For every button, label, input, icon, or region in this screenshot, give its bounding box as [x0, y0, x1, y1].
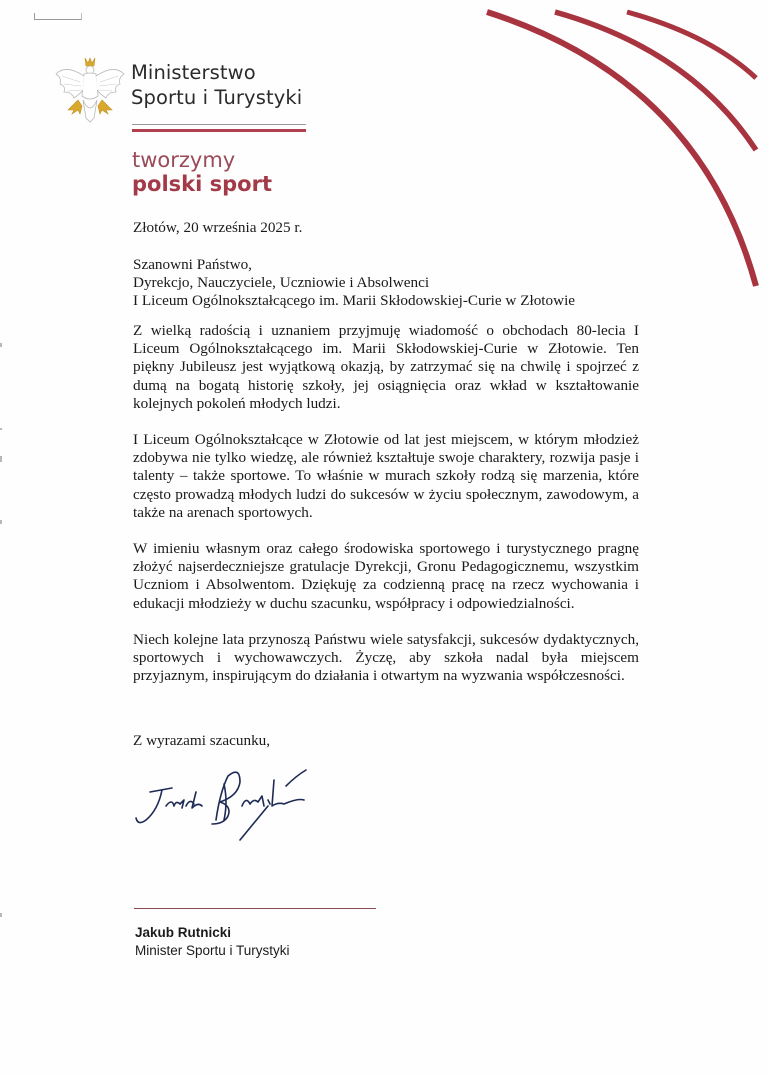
signer-block	[135, 924, 290, 960]
arc-middle	[555, 12, 756, 150]
salutation-line: I Liceum Ogólnokształcącego im. Marii Skłodowskiej-Curie w Złotowie	[133, 292, 576, 310]
body-paragraph: Z wielką radością i uznaniem przyjmuję wiadomość o obchodach 80-lecia I Liceum Ogólnokształcącego im. Marii Skłodowskiej-Curie w Złotowie. Ten piękny Jubileusz jest wyjątkową okazją, by zatrzymać się na chwilę i spojrzeć z dumą na bogatą historię szkoły, jej osiągnięcia oraz wkład w kształtowanie kolejnych pokoleń młodych ludzi.	[133, 322, 639, 412]
signature-rule	[134, 908, 376, 909]
polish-eagle-emblem-icon	[52, 56, 128, 130]
arc-outer	[487, 12, 756, 286]
salutation	[133, 256, 639, 311]
body-paragraph: Niech kolejne lata przynoszą Państwu wiele satysfakcji, sukcesów dydaktycznych, sportowych i wychowawczych. Życzę, aby szkoła nadal była miejscem przyjaznym, inspirującym do działania i otwartym na wyzwania współczesności.	[133, 631, 639, 685]
scan-edge-mark	[0, 343, 2, 347]
closing-phrase: Z wyrazami szacunku,	[133, 732, 271, 749]
handwritten-signature-icon	[128, 762, 338, 844]
ministry-name	[131, 60, 302, 110]
ministry-name-line1: Ministerstwo	[131, 61, 256, 84]
body-paragraph: I Liceum Ogólnokształcące w Złotowie od lat jest miejscem, w którym młodzież zdobywa nie tylko wiedzę, ale również kształtuje swoje charaktery, rozwija pasje i talenty – także sportowe. To właśnie w murach szkoły rodzą się marzenia, które często prowadzą młodych ludzi do sukcesów w życiu społecznym, zawodowym, a także na arenach sportowych.	[133, 431, 639, 521]
scan-edge-mark	[0, 456, 2, 462]
ministry-name-line2: Sportu i Turystyki	[131, 86, 303, 109]
salutation-line: Szanowni Państwo,	[133, 256, 252, 273]
signer-name: Jakub Rutnicki	[135, 925, 232, 940]
tagline-line1: tworzymy	[132, 148, 236, 172]
letterhead-rule-red	[132, 129, 306, 132]
arc-inner	[627, 12, 756, 78]
body-paragraph: W imieniu własnym oraz całego środowiska sportowego i turystycznego pragnę złożyć najserdeczniejsze gratulacje Dyrekcji, Gronu Pedagogicznemu, wszystkim Uczniom i Absolwentom. Dziękuję za codzienną pracę na rzecz wychowania i edukacji młodzieży w duchu szacunku, współpracy i odpowiedzialności.	[133, 540, 639, 612]
signer-title: Minister Sportu i Turystyki	[135, 943, 290, 958]
tagline-line2: polski sport	[132, 172, 272, 196]
salutation-line: Dyrekcjo, Nauczyciele, Uczniowie i Absolwenci	[133, 274, 430, 292]
tagline	[132, 148, 272, 196]
scan-edge-mark	[0, 520, 2, 524]
scan-edge-mark	[0, 428, 2, 430]
letterhead-rule-gray	[132, 124, 306, 125]
place-date: Złotów, 20 września 2025 r.	[133, 219, 303, 236]
scan-edge-mark	[0, 913, 2, 917]
